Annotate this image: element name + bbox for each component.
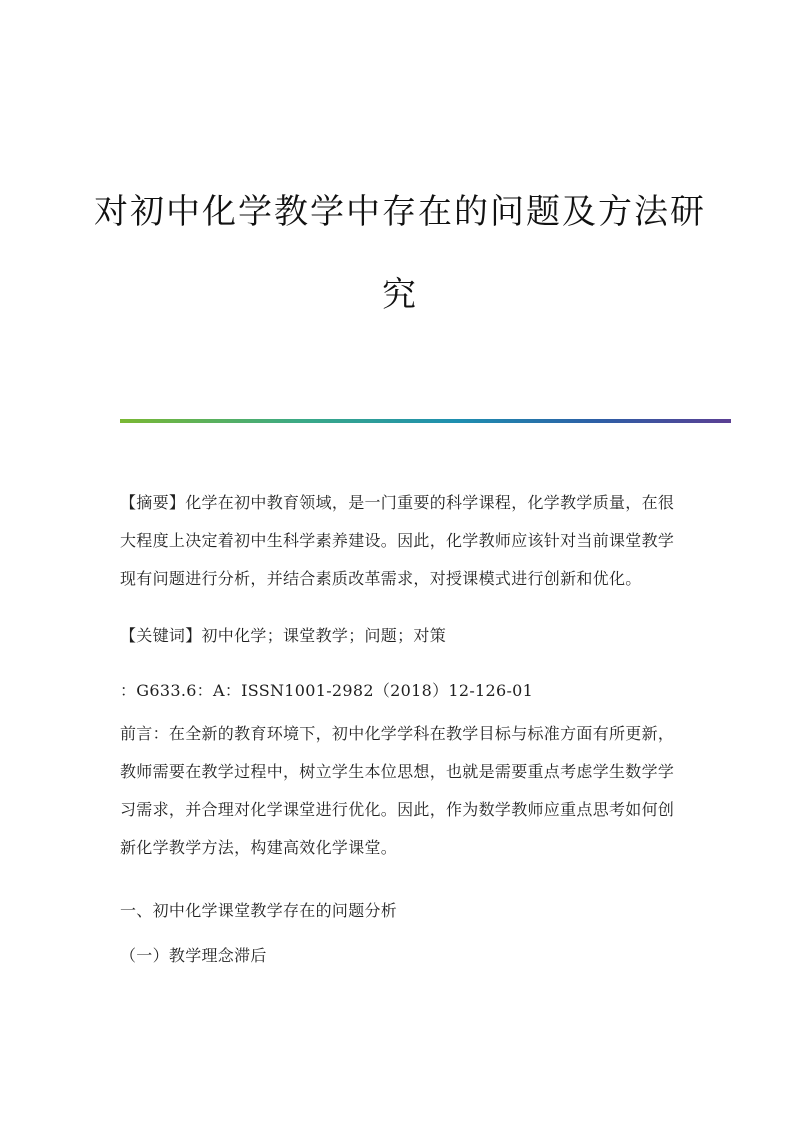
keywords-line: 【关键词】初中化学；课堂教学；问题；对策: [120, 626, 447, 645]
subsection-heading-1: （一）教学理念滞后: [120, 946, 267, 965]
title-divider: [120, 419, 731, 423]
document-title-line-1: 对初中化学教学中存在的问题及方法研: [94, 192, 706, 232]
classification-line: ：G633.6：A：ISSN1001-2982（2018）12-126-01: [120, 681, 534, 700]
intro-paragraph: 前言：在全新的教育环境下，初中化学学科在教学目标与标准方面有所更新，教师需要在教学过程中，树立学生本位思想，也就是需要重点考虑学生数学学习需求，并合理对化学课堂进行优化。因此，作为数学教师应重点思考如何创新化学教学方法，构建高效化学课堂。: [120, 724, 675, 857]
document-title-line-2: 究: [382, 275, 418, 315]
abstract-paragraph: 【摘要】化学在初中教育领域，是一门重要的科学课程，化学教学质量，在很大程度上决定着初中生科学素养建设。因此，化学教师应该针对当前课堂教学现有问题进行分析，并结合素质改革需求，对授课模式进行创新和优化。: [120, 493, 675, 588]
section-heading-1: 一、初中化学课堂教学存在的问题分析: [120, 901, 398, 920]
